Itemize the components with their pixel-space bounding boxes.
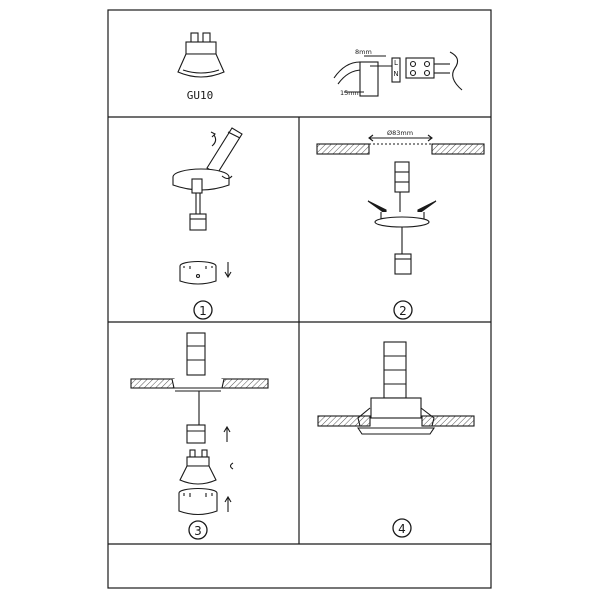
step3-drawing — [131, 333, 268, 515]
step1-number: 1 — [199, 304, 207, 318]
gu10-bulb-icon — [178, 33, 224, 77]
bulb-label: GU10 — [186, 89, 214, 102]
step4-number: 4 — [398, 522, 406, 536]
step2-drawing — [317, 135, 484, 274]
wire-strip-label: 8mm — [355, 48, 372, 56]
terminal-letter-n: N — [393, 70, 399, 78]
insulation-label: 15mm — [340, 89, 361, 97]
terminal-letter-l: L — [394, 59, 398, 67]
step4-drawing — [318, 342, 474, 434]
step2-number: 2 — [399, 304, 407, 318]
step1-drawing — [173, 128, 242, 284]
cutout-dimension-label: Ø83mm — [386, 129, 414, 137]
step3-number: 3 — [194, 524, 202, 538]
frame — [108, 10, 491, 588]
